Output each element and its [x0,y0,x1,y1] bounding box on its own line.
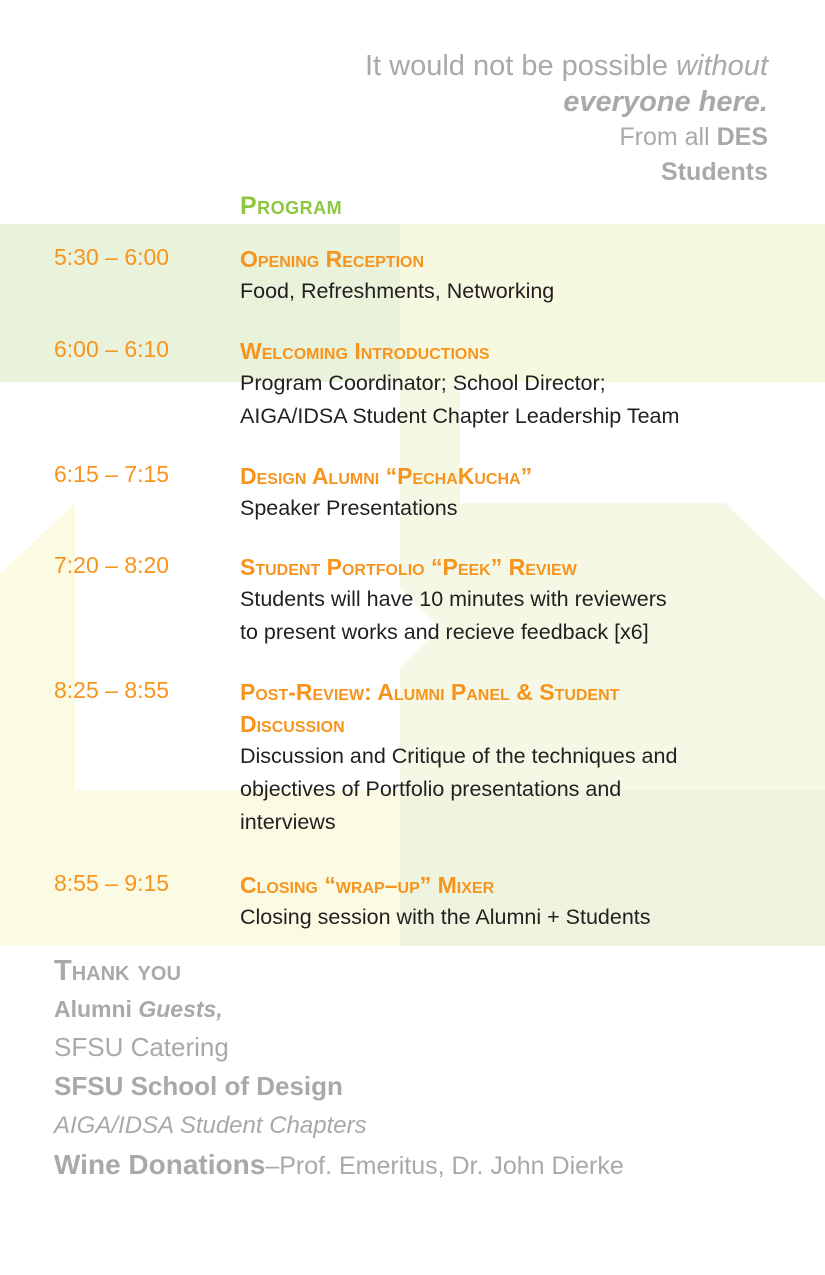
schedule-time: 5:30 – 6:00 [54,244,170,270]
schedule-title: Post-Review: Alumni Panel & Student [240,679,620,705]
schedule-item [240,243,800,308]
schedule-item [240,335,800,433]
schedule-desc: objectives of Portfolio presentations and [240,777,622,801]
thank-you-heading: Thank you [54,955,181,987]
schedule-title: Discussion [240,711,345,737]
schedule-item [240,551,800,649]
intro-line-1: It would not be possible without [364,50,768,82]
schedule-desc: Food, Refreshments, Networking [240,279,555,303]
schedule-title: Closing “wrap–up” Mixer [240,872,495,898]
schedule-desc: AIGA/IDSA Student Chapter Leadership Team [240,404,680,428]
schedule-time: 6:15 – 7:15 [54,461,170,487]
schedule-time: 8:55 – 9:15 [54,870,170,896]
schedule-desc: Closing session with the Alumni + Students [240,905,651,929]
program-heading: Program [240,192,343,220]
schedule-title: Student Portfolio “Peek” Review [240,554,577,580]
intro-message [365,48,768,190]
schedule-time: 8:25 – 8:55 [54,677,170,703]
thank-you-section [54,952,624,1189]
thanks-guests: Alumni Guests, [54,996,223,1022]
schedule-item [240,869,800,934]
thanks-catering: SFSU Catering [54,1032,229,1062]
thanks-chapters: AIGA/IDSA Student Chapters [54,1112,367,1139]
schedule-desc: to present works and recieve feedback [x6] [240,620,649,644]
intro-line-2: everyone here. [563,86,768,118]
schedule-item [240,676,800,839]
schedule-time: 7:20 – 8:20 [54,552,170,578]
schedule-desc: Discussion and Critique of the techniques and [240,744,678,768]
intro-line-4: Students [661,158,768,186]
schedule-title: Design Alumni “PechaKucha” [240,463,533,489]
schedule-title: Opening Reception [240,246,425,272]
intro-line-3: From all DES [619,123,768,151]
schedule-desc: Program Coordinator; School Director; [240,371,606,395]
schedule-title: Welcoming Introductions [240,338,490,364]
schedule-desc: Students will have 10 minutes with reviewers [240,587,667,611]
thanks-wine: Wine Donations–Prof. Emeritus, Dr. John Dierke [54,1149,624,1180]
schedule-desc: Speaker Presentations [240,496,458,520]
schedule-item [240,460,800,525]
schedule-time: 6:00 – 6:10 [54,336,170,362]
thanks-school: SFSU School of Design [54,1071,343,1101]
schedule-desc: interviews [240,810,336,834]
